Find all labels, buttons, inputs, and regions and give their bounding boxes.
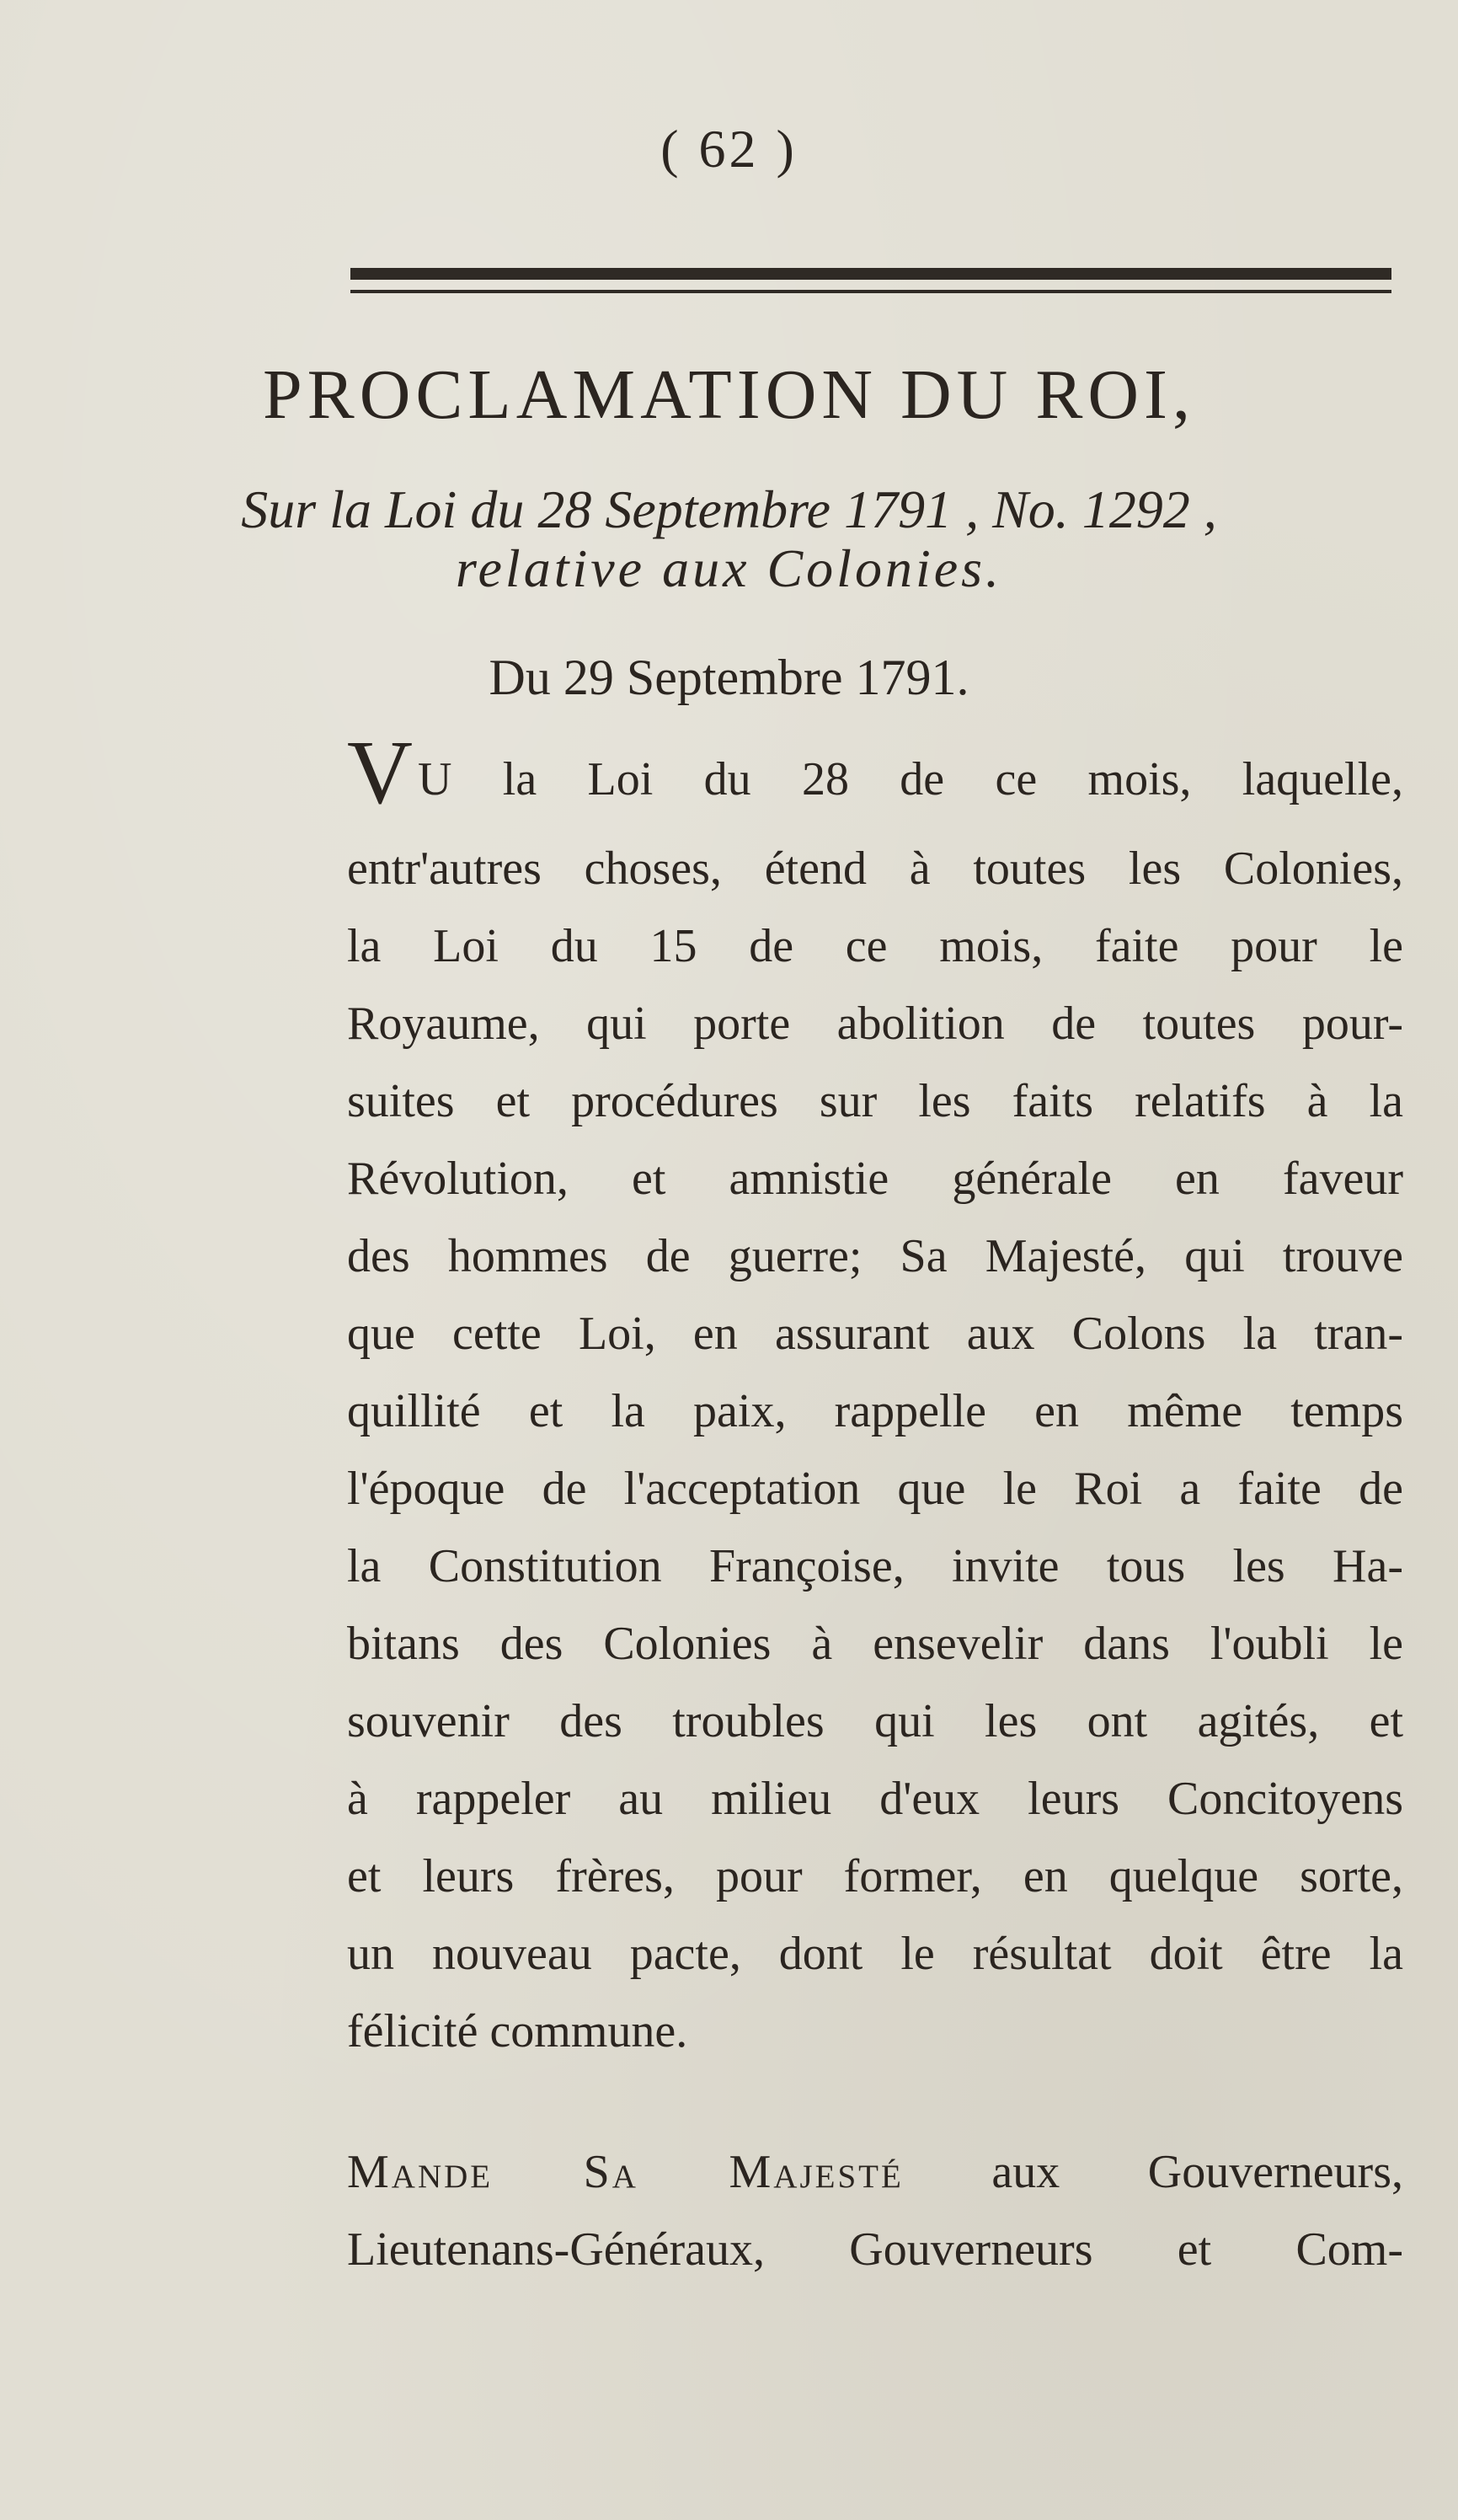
subtitle-line-1: Sur la Loi du 28 Septembre 1791 , No. 1292 , xyxy=(241,479,1217,539)
paragraph-1-line: quillité et la paix, rappelle en même temps xyxy=(347,1385,1403,1437)
paragraph-1-line-1 xyxy=(347,723,1403,823)
paragraph-1-line: la Loi du 15 de ce mois, faite pour le xyxy=(347,920,1403,972)
paragraph-2-line-1 xyxy=(347,2140,1403,2204)
drop-cap: V xyxy=(347,723,413,823)
paragraph-1-line: entr'autres choses, étend à toutes les Colonies, xyxy=(347,843,1403,895)
paragraph-1-line: la Constitution Françoise, invite tous les Ha- xyxy=(347,1540,1403,1592)
paragraph-1-line: et leurs frères, pour former, en quelque sorte, xyxy=(347,1850,1403,1902)
paragraph-1-line: Royaume, qui porte abolition de toutes pour- xyxy=(347,998,1403,1050)
paragraph-1-line: souvenir des troubles qui les ont agités, et xyxy=(347,1695,1403,1747)
paragraph-1-line: un nouveau pacte, dont le résultat doit être la xyxy=(347,1928,1403,1980)
paragraph-1-line: des hommes de guerre; Sa Majesté, qui trouve xyxy=(347,1230,1403,1282)
header-rule-thin xyxy=(350,290,1391,293)
page-number: ( 62 ) xyxy=(660,119,798,179)
paragraph-1-line: félicité commune. xyxy=(347,2005,688,2057)
header-rule-thick xyxy=(350,268,1391,280)
paragraph-1-line: l'époque de l'acceptation que le Roi a faite de xyxy=(347,1463,1403,1515)
first-line-text: U la Loi du 28 de ce mois, laquelle, xyxy=(418,753,1403,805)
subtitle-line-2: relative aux Colonies. xyxy=(455,538,1003,598)
paragraph-1-line: bitans des Colonies à ensevelir dans l'oubli le xyxy=(347,1618,1403,1670)
paragraph-2-line: Lieutenans-Généraux, Gouverneurs et Com- xyxy=(347,2223,1403,2276)
dateline: Du 29 Septembre 1791. xyxy=(489,650,969,705)
smallcaps-lead: Mande Sa Majesté xyxy=(347,2146,904,2198)
paragraph-1-line: à rappeler au milieu d'eux leurs Concitoyens xyxy=(347,1773,1403,1825)
first-line-text: aux Gouverneurs, xyxy=(991,2146,1403,2198)
paragraph-1-line: suites et procédures sur les faits relatifs à la xyxy=(347,1075,1403,1127)
paragraph-1-line: que cette Loi, en assurant aux Colons la tran- xyxy=(347,1308,1403,1360)
proclamation-title: PROCLAMATION DU ROI, xyxy=(262,356,1196,434)
paragraph-1-line: Révolution, et amnistie générale en faveur xyxy=(347,1153,1403,1205)
